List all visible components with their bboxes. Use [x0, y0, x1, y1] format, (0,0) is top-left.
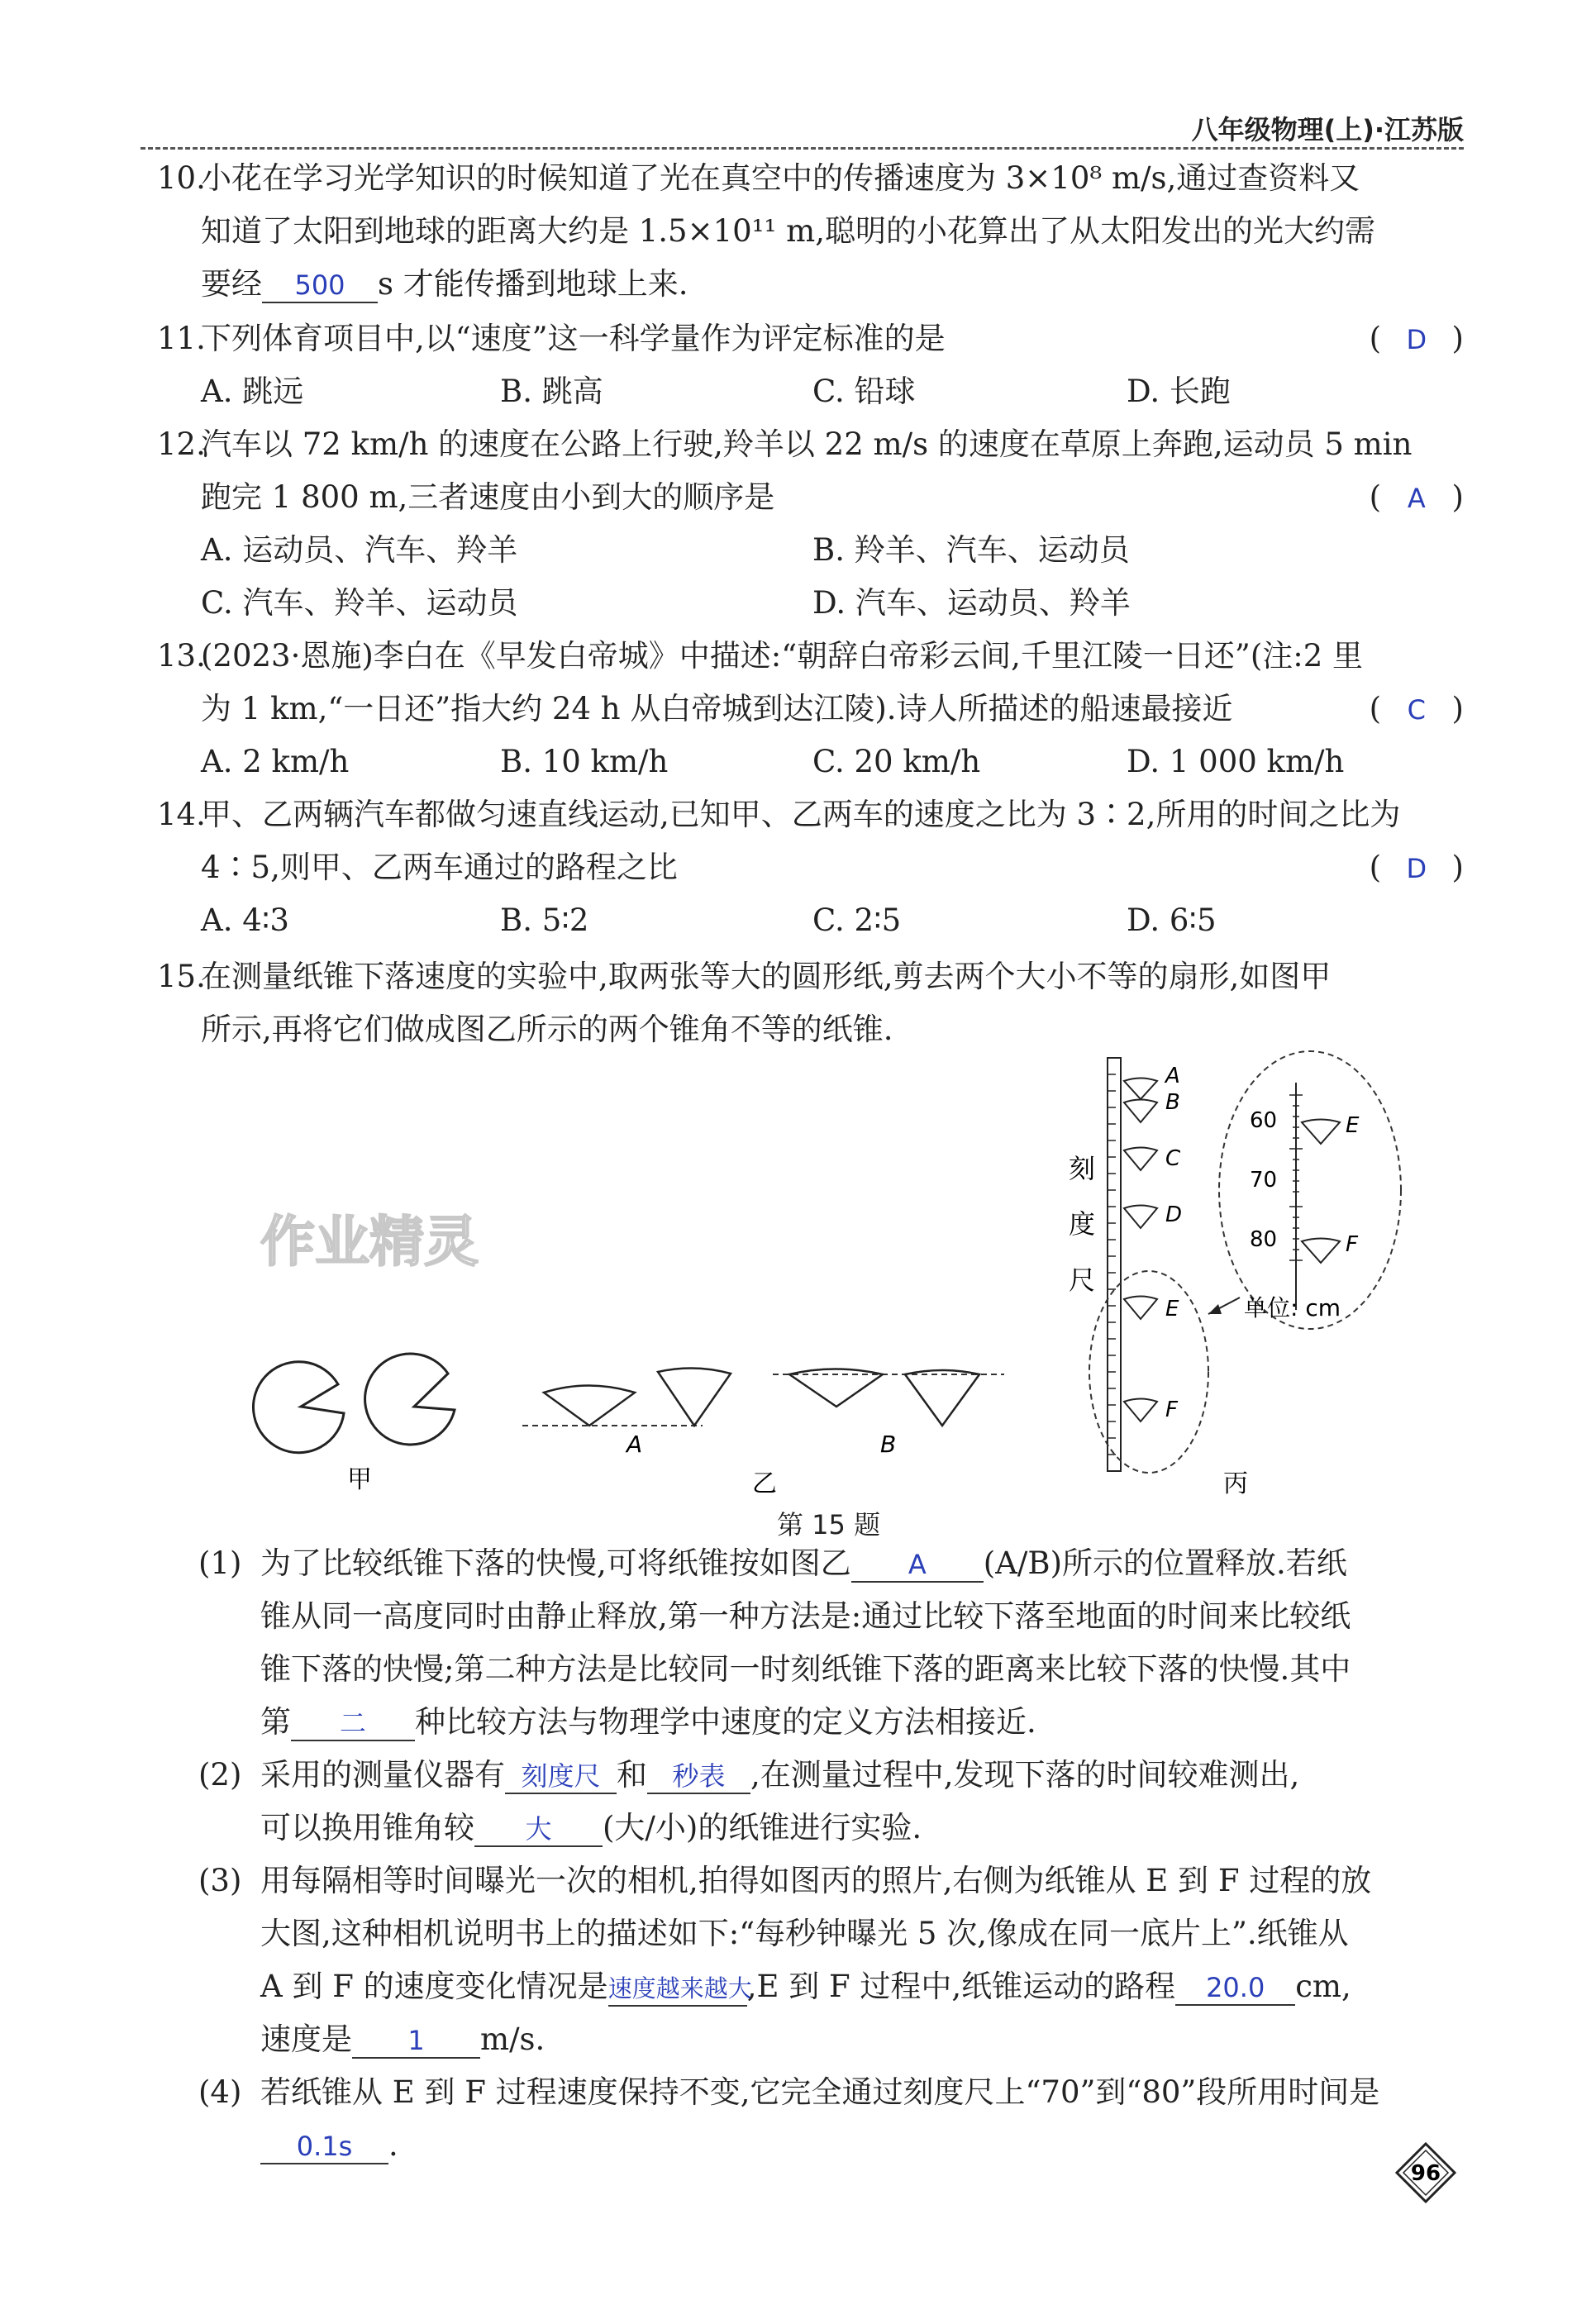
point-d: D — [1165, 1202, 1183, 1227]
cone-point-f — [1124, 1399, 1157, 1422]
q13-number: 13. — [157, 638, 206, 674]
q15-p2-line2 — [260, 1808, 922, 1848]
q11-answer: D — [1406, 324, 1427, 355]
q13-option-a: A. 2 km/h — [201, 744, 350, 779]
q15-p2-text-c: ,在测量过程中,发现下落的时间较难测出, — [750, 1757, 1300, 1793]
q15-p2-answer1: 刻度尺 — [521, 1760, 601, 1792]
q15-p3-text-b: ,E 到 F 过程中,纸锥运动的路程 — [746, 1969, 1176, 2004]
label-bing: 丙 — [1223, 1469, 1248, 1498]
zoom-ellipse — [1219, 1051, 1401, 1329]
q15-p4-line1: 若纸锥从 E 到 F 过程速度保持不变,它完全通过刻度尺上“70”到“80”段所用时间是 — [260, 2074, 1380, 2110]
figure-caption: 第 15 题 — [777, 1509, 881, 1540]
q13-line1: (2023·恩施)李白在《早发白帝城》中描述:“朝辞白帝彩云间,千里江陵一日还”(注:2 里 — [201, 638, 1364, 674]
ruler-char-2: 度 — [1069, 1208, 1096, 1240]
q10-text-a: 要经 — [201, 266, 262, 302]
label-jia: 甲 — [347, 1465, 372, 1494]
page-number-badge — [1395, 2142, 1456, 2203]
cone-a-narrow — [658, 1368, 731, 1426]
cone-a-wide — [544, 1386, 635, 1426]
q14-number: 14. — [157, 797, 206, 832]
q15-p2-text-b: 和 — [617, 1757, 647, 1793]
q14-answer-paren: ( D ) — [1370, 848, 1464, 888]
q15-p2-label: (2) — [198, 1757, 242, 1793]
q15-p4-answer: 0.1s — [296, 2131, 353, 2162]
q14-option-a: A. 4∶3 — [201, 902, 289, 938]
q15-p4-text-end: . — [388, 2127, 398, 2163]
zoom-unit: 单位: cm — [1244, 1294, 1341, 1321]
zoom-tick-60: 60 — [1250, 1108, 1278, 1133]
q15-p1-label: (1) — [198, 1545, 242, 1581]
q15-p2-answer2: 秒表 — [672, 1760, 726, 1792]
q15-p2-text-d: 可以换用锥角较 — [260, 1810, 474, 1845]
q15-p1-line1 — [260, 1544, 1347, 1583]
cone-point-e — [1124, 1297, 1157, 1320]
q15-p1-text-a: 为了比较纸锥下落的快慢,可将纸锥按如图乙 — [260, 1545, 851, 1581]
q15-p1-blank1 — [851, 1547, 984, 1583]
q15-p3-line1: 用每隔相等时间曝光一次的相机,拍得如图丙的照片,右侧为纸锥从 E 到 F 过程的放 — [260, 1863, 1372, 1898]
q15-p3-answer2: 20.0 — [1206, 1972, 1265, 2003]
point-e: E — [1165, 1297, 1179, 1321]
q12-option-a: A. 运动员、汽车、羚羊 — [201, 532, 518, 568]
ruler-char-1: 刻 — [1069, 1153, 1096, 1184]
cut-circle-1 — [253, 1362, 344, 1453]
q10-answer-blank — [262, 268, 378, 303]
q15-p2-text-e: (大/小)的纸锥进行实验. — [603, 1810, 922, 1845]
q15-p1-text-c: 第 — [260, 1704, 291, 1740]
q11-option-c: C. 铅球 — [812, 374, 916, 409]
q12-option-c: C. 汽车、羚羊、运动员 — [201, 585, 518, 621]
q15-p3-text-a: A 到 F 的速度变化情况是 — [260, 1969, 608, 2004]
q15-p4-label: (4) — [198, 2074, 242, 2110]
q15-p3-text-d: 速度是 — [260, 2021, 352, 2057]
q12-option-d: D. 汽车、运动员、羚羊 — [812, 585, 1131, 621]
q13-line2: 为 1 km,“一日还”指大约 24 h 从白帝城到达江陵).诗人所描述的船速最接近 — [201, 691, 1233, 726]
q10-text-b: s 才能传播到地球上来. — [378, 266, 688, 302]
zoom-point-e: E — [1346, 1113, 1360, 1138]
zoom-tick-80: 80 — [1250, 1227, 1278, 1252]
point-a: A — [1165, 1064, 1180, 1088]
q15-p2-line1 — [260, 1755, 1299, 1795]
q11-answer-paren: ( D ) — [1370, 319, 1464, 360]
zoom-point-f: F — [1346, 1232, 1358, 1257]
q13-answer: C — [1407, 694, 1426, 726]
q15-p1-text-b: (A/B)所示的位置释放.若纸 — [983, 1545, 1347, 1581]
point-b: B — [1165, 1090, 1180, 1115]
page-number: 96 — [1410, 2161, 1441, 2186]
q15-p1-blank2 — [291, 1706, 415, 1741]
q10-line3 — [201, 264, 688, 304]
point-c: C — [1165, 1146, 1181, 1171]
q12-answer-paren: ( A ) — [1370, 478, 1464, 518]
q15-p1-text-d: 种比较方法与物理学中速度的定义方法相接近. — [415, 1704, 1036, 1740]
q12-number: 12. — [157, 426, 206, 462]
q15-p2-blank2 — [647, 1759, 750, 1794]
q12-answer: A — [1407, 483, 1426, 514]
cone-b-narrow — [905, 1370, 979, 1426]
q15-p3-line3 — [260, 1967, 1351, 2007]
q12-line1: 汽车以 72 km/h 的速度在公路上行驶,羚羊以 22 m/s 的速度在草原上奔跑,运动员 5 min — [201, 426, 1413, 462]
cone-point-a — [1124, 1079, 1157, 1100]
zoom-cone-e — [1302, 1120, 1340, 1145]
q11-option-a: A. 跳远 — [201, 374, 304, 409]
q13-answer-paren: ( C ) — [1370, 689, 1464, 730]
q13-option-d: D. 1 000 km/h — [1127, 744, 1345, 779]
ruler — [1108, 1058, 1121, 1471]
q14-option-c: C. 2∶5 — [812, 902, 902, 938]
q15-p3-answer3: 1 — [407, 2025, 425, 2056]
q15-p2-blank3 — [474, 1812, 603, 1847]
q15-p4-line2 — [260, 2126, 398, 2165]
q15-p2-blank1 — [505, 1759, 617, 1794]
zoom-arrow — [1208, 1304, 1222, 1314]
q15-p1-line2: 锥从同一高度同时由静止释放,第一种方法是:通过比较下落至地面的时间来比较纸 — [260, 1598, 1351, 1634]
q11-stem: 下列体育项目中,以“速度”这一科学量作为评定标准的是 — [201, 321, 946, 356]
page-header — [141, 106, 1464, 150]
q15-number: 15. — [157, 959, 206, 994]
q15-p3-line2: 大图,这种相机说明书上的描述如下:“每秒钟曝光 5 次,像成在同一底片上”.纸锥从 — [260, 1916, 1349, 1951]
q15-p1-line4 — [260, 1702, 1036, 1742]
cone-point-c — [1124, 1148, 1157, 1171]
q10-line2: 知道了太阳到地球的距离大约是 1.5×10¹¹ m,聪明的小花算出了从太阳发出的光大约需 — [201, 213, 1375, 249]
q15-p3-text-e: m/s. — [480, 2021, 545, 2057]
header-title: 八年级物理(上)·江苏版 — [1191, 114, 1464, 145]
point-f: F — [1165, 1398, 1178, 1422]
q10-line1: 小花在学习光学知识的时候知道了光在真空中的传播速度为 3×10⁸ m/s,通过查资料又 — [201, 160, 1360, 196]
q10-answer: 500 — [294, 269, 345, 301]
q12-line2: 跑完 1 800 m,三者速度由小到大的顺序是 — [201, 479, 775, 515]
q14-line1: 甲、乙两辆汽车都做匀速直线运动,已知甲、乙两车的速度之比为 3∶2,所用的时间之比为 — [201, 797, 1401, 832]
q15-p3-answer1: 速度越来越大 — [607, 1974, 752, 2002]
zoom-cone-f — [1302, 1239, 1340, 1264]
q15-p3-blank1 — [607, 1970, 752, 2007]
q15-p3-label: (3) — [198, 1863, 242, 1898]
q15-p2-text-a: 采用的测量仪器有 — [260, 1757, 505, 1793]
q15-line1: 在测量纸锥下落速度的实验中,取两张等大的圆形纸,剪去两个大小不等的扇形,如图甲 — [201, 959, 1332, 994]
q15-line2: 所示,再将它们做成图乙所示的两个锥角不等的纸锥. — [201, 1012, 893, 1047]
q15-p1-answer2: 二 — [339, 1707, 366, 1739]
q14-option-b: B. 5∶2 — [500, 902, 589, 938]
q14-answer: D — [1406, 853, 1427, 884]
q10-number: 10. — [157, 160, 206, 196]
label-yi: 乙 — [752, 1469, 777, 1498]
q11-option-b: B. 跳高 — [500, 374, 603, 409]
q11-option-d: D. 长跑 — [1127, 374, 1231, 409]
label-a: A — [626, 1431, 643, 1458]
cone-point-b — [1124, 1100, 1157, 1123]
ruler-char-3: 尺 — [1069, 1264, 1096, 1296]
q13-option-c: C. 20 km/h — [812, 744, 981, 779]
zoom-tick-70: 70 — [1250, 1168, 1278, 1193]
q14-option-d: D. 6∶5 — [1127, 902, 1217, 938]
q15-p3-line4 — [260, 2020, 545, 2059]
q11-number: 11. — [157, 321, 206, 356]
q15-p3-text-c: cm, — [1295, 1969, 1351, 2004]
q12-option-b: B. 羚羊、汽车、运动员 — [812, 532, 1130, 568]
label-b: B — [880, 1431, 897, 1458]
q15-p1-answer1: A — [908, 1549, 927, 1580]
q15-p1-line3: 锥下落的快慢;第二种方法是比较同一时刻纸锥下落的距离来比较下落的快慢.其中 — [260, 1651, 1351, 1687]
cone-point-d — [1124, 1206, 1157, 1229]
q13-option-b: B. 10 km/h — [500, 744, 669, 779]
q15-p3-blank3 — [352, 2023, 480, 2059]
q15-p2-answer3: 大 — [525, 1813, 552, 1845]
q14-line2: 4∶5,则甲、乙两车通过的路程之比 — [201, 850, 678, 885]
q15-p3-blank2 — [1175, 1970, 1295, 2006]
cut-circle-2 — [365, 1354, 455, 1445]
q15-figure — [0, 1050, 1596, 1512]
watermark: 作业精灵 — [260, 1210, 479, 1274]
q15-p4-blank — [260, 2129, 388, 2164]
